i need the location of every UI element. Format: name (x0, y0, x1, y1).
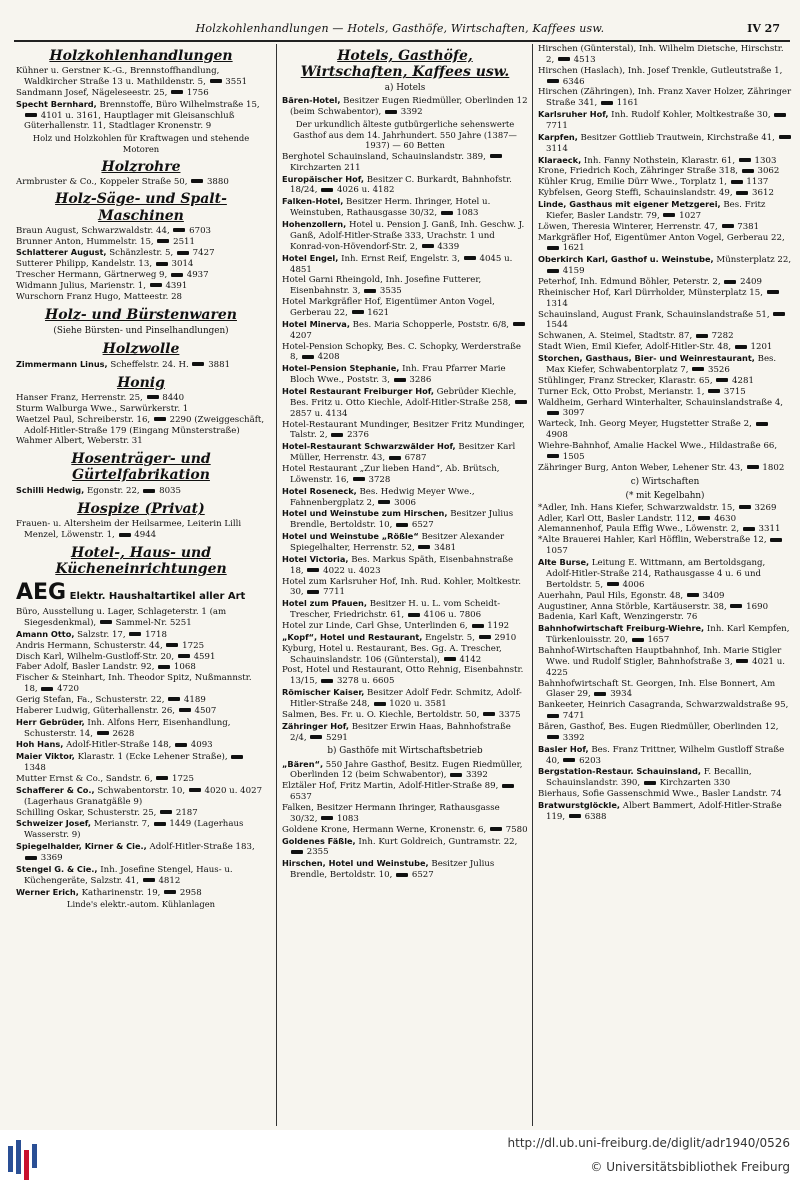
phone-icon (150, 283, 162, 287)
directory-entry: Auerhahn, Paul Hils, Egonstr. 48, 3409 (538, 590, 725, 601)
directory-entry: Sturm Walburga Wwe., Sarwürkerstr. 1 (16, 403, 189, 414)
directory-entry: „Kopf“, Hotel und Restaurant, Engelstr. 5, 2910 (282, 631, 517, 643)
entry-name: Hotel Victoria, (282, 553, 349, 564)
directory-entry: Hotel Markgräfler Hof, Eigentümer Anton Vogel, Gerberau 22, 1621 (282, 297, 495, 318)
entry-name: Hohenzollern, (282, 219, 347, 230)
phone-icon (663, 213, 675, 217)
phone-icon (696, 334, 708, 338)
phone-icon (547, 246, 559, 250)
directory-entry: Peterhof, Inh. Edmund Böhler, Peterstr. 2, 2409 (538, 277, 762, 288)
directory-entry: Goldenes Fäßle, Inh. Kurt Goldreich, Guntramstr. 22, 2355 (282, 835, 518, 858)
entry-name: Bären-Hotel, (282, 95, 341, 106)
phone-icon (378, 500, 390, 504)
directory-entry: Kühler Krug, Emilie Dürr Wwe., Torplatz 1, 1137 (538, 177, 769, 188)
phone-icon (385, 110, 397, 114)
directory-entry: *Alte Brauerei Hahler, Karl Höfflin, Weberstraße 12, 1057 (538, 535, 792, 557)
running-title: Holzkohlenhandlungen — Hotels, Gasthöfe, Wirtschaften, Kaffees usw. (195, 22, 605, 35)
entry-name: Amann Otto, (16, 628, 75, 639)
phone-icon (687, 593, 699, 597)
copyright-notice: © Universitätsbibliothek Freiburg (590, 1160, 790, 1174)
phone-icon (175, 743, 187, 747)
subsection-heading: b) Gasthöfe mit Wirtschaftsbetrieb (327, 746, 483, 757)
directory-entry: Europäischer Hof, Besitzer C. Burkardt, Bahnhofstr. 18/24, 4026 u. 4182 (282, 173, 512, 196)
phone-icon (483, 712, 495, 716)
phone-icon (563, 758, 575, 762)
phone-icon (756, 422, 768, 426)
directory-entry: Hotel Minerva, Bes. Maria Schopperle, Poststr. 6/8, 4207 (282, 319, 528, 342)
entry-name: Europäischer Hof, (282, 173, 364, 184)
directory-entry: Linde, Gasthaus mit eigener Metzgerei, Bes. Fritz Kiefer, Basler Landstr. 79, 1027 (538, 199, 766, 221)
directory-entry: Goldene Krone, Hermann Werne, Kronenstr. 6, 7580 (282, 824, 528, 835)
entry-name: Alte Burse, (538, 557, 590, 568)
directory-entry: Sutterer Philipp, Kandelstr. 13, 3014 (16, 259, 194, 270)
phone-icon (644, 781, 656, 785)
directory-entry: Oberkirch Karl, Gasthof u. Weinstube, Münsterplatz 22, 4159 (538, 254, 792, 277)
directory-entry: Hanser Franz, Herrenstr. 25, 8440 (16, 392, 185, 403)
phone-icon (396, 523, 408, 527)
directory-entry: Klaraeck, Inh. Fanny Nothstein, Klarastr. 61, 1303 (538, 154, 777, 166)
directory-entry: Hotel-Restaurant Schwarzwälder Hof, Besitzer Karl Müller, Herrenstr. 43, 6787 (282, 441, 516, 464)
library-logo-icon (6, 1140, 42, 1180)
directory-entry: Hotel-Pension Schopky, Bes. C. Schopky, Werderstraße 8, 4208 (282, 341, 522, 363)
directory-entry: Hotel Victoria, Bes. Markus Späth, Eisenbahnstraße 18, 4022 u. 4023 (282, 553, 514, 576)
directory-entry: Braun August, Schwarzwaldstr. 44, 6703 (16, 225, 212, 236)
entry-name: Werner Erich, (16, 886, 79, 897)
directory-entry: Römischer Kaiser, Besitzer Adolf Fedr. Schmitz, Adolf-Hitler-Straße 248, 1020 u. 3581 (282, 687, 522, 710)
directory-entry: Zähringer Burg, Anton Weber, Lehener Str. 43, 1802 (538, 462, 785, 473)
entry-name: Herr Gebrüder, (16, 716, 85, 727)
directory-entry: Sandmann Josef, Nägeleseestr. 25, 1756 (16, 87, 209, 98)
directory-entry: Hirschen (Günterstal), Inh. Wilhelm Dietsche, Hirschstr. 2, 4513 (538, 44, 784, 65)
directory-entry: Hotel Restaurant Freiburger Hof, Gebrüder Kiechle, Bes. Fritz u. Otto Kiechle, Adolf-Hitler-Straße 258, 2857 u. 4134 (282, 386, 528, 420)
phone-icon (747, 465, 759, 469)
phone-icon (173, 228, 185, 232)
directory-entry: Andris Hermann, Schusterstr. 44, 1725 (16, 640, 205, 651)
entry-name: Linde, Gasthaus mit eigener Metzgerei, (538, 199, 721, 210)
phone-icon (119, 533, 131, 537)
phone-icon (129, 632, 141, 636)
entry-name: Falken-Hotel, (282, 196, 344, 207)
directory-entry: Hotel Garni Rheingold, Inh. Josefine Futterer, Eisenbahnstr. 3, 3535 (282, 275, 482, 297)
phone-icon (156, 262, 168, 266)
advert-note: Der urkundlich älteste gutbürgerliche sehenswerte Gasthof aus dem 14. Jahrhundert. 550 Jahre (1387—1937) — 60 Betten (293, 119, 517, 151)
directory-entry: Warteck, Inh. Georg Meyer, Hugstetter Straße 2, 4908 (538, 419, 792, 441)
header-rule (14, 40, 790, 42)
directory-entry: Hotel Roseneck, Bes. Hedwig Meyer Wwe., Fahnenbergplatz 2, 3006 (282, 485, 475, 508)
phone-icon (547, 411, 559, 415)
entry-name: „Bären“, (282, 758, 324, 769)
phone-icon (210, 79, 222, 83)
phone-icon (158, 665, 170, 669)
phone-icon (422, 244, 434, 248)
directory-entry: Hotel und Weinstube zum Hirschen, Besitzer Julius Brendle, Bertoldstr. 10, 6527 (282, 508, 514, 531)
directory-entry: Frauen- u. Altersheim der Heilsarmee, Leiterin Lilli Menzel, Löwenstr. 1, 4944 (16, 519, 242, 541)
entry-name: Schafferer & Co., (16, 784, 95, 795)
directory-entry: Hotel Engel, Inh. Ernst Reif, Engelstr. 3, 4045 u. 4851 (282, 252, 513, 275)
phone-icon (191, 179, 203, 183)
directory-entry: Bergstation-Restaur. Schauinsland, F. Becallin, Schauinslandstr. 390, Kirchzarten 330 (538, 766, 752, 789)
directory-entry: Schauinsland, August Frank, Schauinslandstraße 51, 1544 (538, 310, 792, 332)
phone-icon (735, 345, 747, 349)
directory-entry: Widmann Julius, Marienstr. 1, 4391 (16, 280, 188, 291)
directory-entry: Schilli Hedwig, Egonstr. 22, 8035 (16, 485, 181, 497)
phone-icon (302, 355, 314, 359)
directory-entry: Haberer Ludwig, Güterhallenstr. 26, 4507 (16, 705, 217, 716)
phone-icon (731, 180, 743, 184)
entry-name: Hotel und Weinstube zum Hirschen, (282, 508, 448, 519)
category-heading: Holz- und Bürstenwaren (45, 306, 237, 323)
phone-icon (515, 400, 527, 404)
directory-entry: Wurschorn Franz Hugo, Matteestr. 28 (16, 291, 183, 302)
phone-icon (177, 251, 189, 255)
directory-entry: Mutter Ernst & Co., Sandstr. 6, 1725 (16, 773, 194, 784)
directory-entry: Zimmermann Linus, Scheffelstr. 24. H. 3881 (16, 358, 231, 370)
directory-entry: Hotel-Restaurant Mundinger, Besitzer Fritz Mundinger, Talstr. 2, 2376 (282, 419, 525, 441)
phone-icon (418, 545, 430, 549)
directory-entry: Hoh Hans, Adolf-Hitler-Straße 148, 4093 (16, 739, 213, 751)
phone-icon (160, 810, 172, 814)
phone-icon (716, 378, 728, 382)
directory-entry: Adler, Karl Ott, Basler Landstr. 112, 4630 (538, 513, 737, 524)
phone-icon (157, 239, 169, 243)
directory-entry: Armbruster & Co., Koppeler Straße 50, 3880 (16, 176, 229, 187)
phone-icon (594, 692, 606, 696)
directory-entry: Alte Burse, Leitung E. Wittmann, am Bertoldsgang, Adolf-Hitler-Straße 214, Rathausgasse 4 u. 6 und Bertoldstr. 5, 4006 (538, 557, 766, 590)
directory-entry: Specht Bernhard, Brennstoffe, Büro Wilhelmstraße 15, 4101 u. 3161, Hauptlager mit Gleisanschluß Güterhallenstr. 11, Stadtlager Kronenstr. 9 (16, 98, 260, 132)
phone-icon (547, 79, 559, 83)
entry-name: Karlsruher Hof, (538, 109, 609, 120)
phone-icon (502, 784, 514, 788)
directory-entry: Kybfelsen, Georg Steffi, Schauinslandstr. 49, 3612 (538, 188, 774, 199)
entry-name: Hoh Hans, (16, 739, 64, 750)
phone-icon (166, 643, 178, 647)
phone-icon (353, 477, 365, 481)
directory-entry: „Bären“, 550 Jahre Gasthof, Besitz. Eugen Riedmüller, Oberlinden 12 (beim Schwabentor), 3392 (282, 758, 523, 781)
phone-icon (331, 433, 343, 437)
phone-icon (364, 289, 376, 293)
aeg-advert (16, 579, 266, 607)
phone-icon (291, 850, 303, 854)
phone-icon (736, 659, 748, 663)
entry-name: Römischer Kaiser, (282, 687, 365, 698)
entry-name: Hotel-Pension Stephanie, (282, 363, 400, 374)
phone-icon (179, 708, 191, 712)
directory-entry: Alemannenhof, Paula Effig Wwe., Löwenstr. 2, 3311 (538, 524, 781, 535)
phone-icon (321, 816, 333, 820)
directory-entry: Karpfen, Besitzer Gottlieb Trautwein, Kirchstraße 41, 3114 (538, 132, 792, 155)
phone-icon (100, 620, 112, 624)
source-url-link[interactable]: http://dl.ub.uni-freiburg.de/diglit/adr1940/0526 (507, 1136, 790, 1150)
phone-icon (601, 101, 613, 105)
category-heading: Holzrohre (101, 158, 181, 175)
entry-name: Oberkirch Karl, Gasthof u. Weinstube, (538, 254, 714, 265)
directory-entry: Hotel Restaurant „Zur lieben Hand“, Ab. Brütsch, Löwenstr. 16, 3728 (282, 463, 500, 485)
subsection-heading: (Siehe Bürsten- und Pinselhandlungen) (53, 325, 229, 336)
category-heading: Hospize (Privat) (77, 501, 205, 518)
aeg-tagline: Elektr. Haushaltartikel aller Art (66, 591, 246, 603)
entry-name: Schilli Hedwig, (16, 485, 85, 496)
phone-icon (692, 367, 704, 371)
phone-icon (154, 417, 166, 421)
subsection-heading: a) Hotels (384, 83, 426, 94)
category-heading: Hotel-, Haus- und Kücheneinrichtungen (55, 545, 227, 578)
phone-icon (178, 654, 190, 658)
entry-name: Hirschen, Hotel und Weinstube, (282, 858, 429, 869)
directory-entry: Turner Eck, Otto Probst, Merianstr. 1, 3715 (538, 386, 746, 397)
phone-icon (490, 827, 502, 831)
phone-icon (722, 224, 734, 228)
phone-icon (698, 516, 710, 520)
directory-entry: Gerig Stefan, Fa., Schusterstr. 22, 4189 (16, 694, 206, 705)
phone-icon (558, 57, 570, 61)
directory-entry: Hotel-Pension Stephanie, Inh. Frau Pfarrer Marie Bloch Wwe., Poststr. 3, 3286 (282, 363, 506, 386)
category-heading: Honig (117, 374, 165, 391)
phone-icon (171, 273, 183, 277)
phone-icon (25, 113, 37, 117)
phone-icon (450, 773, 462, 777)
phone-icon (607, 582, 619, 586)
entry-name: Spiegelhalder, Kirner & Cie., (16, 841, 147, 852)
directory-entry: Hirschen (Haslach), Inh. Josef Trenkle, Gutleutstraße 1, 6346 (538, 65, 783, 87)
column-2 (276, 44, 528, 1126)
entry-name: Storchen, Gasthaus, Bier- und Weinrestaurant, (538, 353, 755, 364)
phone-icon (774, 113, 786, 117)
category-heading: Hosenträger- und Gürtelfabrikation (71, 451, 211, 484)
phone-icon (490, 154, 502, 158)
phone-icon (724, 280, 736, 284)
directory-entry: Hotel zur Linde, Carl Ghse, Unterlinden 6, 1192 (282, 621, 510, 631)
phone-icon (168, 697, 180, 701)
phone-icon (192, 362, 204, 366)
entry-name: Specht Bernhard, (16, 98, 97, 109)
phone-icon (143, 878, 155, 882)
phone-icon (97, 731, 109, 735)
phone-icon (708, 389, 720, 393)
directory-entry: Trescher Hermann, Gärtnerweg 9, 4937 (16, 270, 209, 281)
entry-name: Schlatterer August, (16, 247, 107, 258)
directory-entry: Hirschen (Zähringen), Inh. Franz Xaver Holzer, Zähringer Straße 341, 1161 (538, 87, 792, 109)
subsection-heading: (* mit Kegelbahn) (625, 490, 705, 501)
directory-entry: Schweizer Josef, Merianstr. 7, 1449 (Lagerhaus Wasserstr. 9) (16, 818, 244, 841)
directory-entry: Disch Karl, Wilhelm-Gustloff-Str. 20, 4591 (16, 651, 216, 662)
phone-icon (632, 638, 644, 642)
aeg-logo: AEG (16, 580, 67, 606)
directory-entry: Bären-Hotel, Besitzer Eugen Riedmüller, Oberlinden 12 (beim Schwabentor), 3392 (282, 95, 528, 118)
phone-icon (773, 312, 785, 316)
directory-entry: Rheinischer Hof, Karl Dürrholder, Münsterplatz 15, 1314 (538, 288, 792, 310)
directory-entry: Basler Hof, Bes. Franz Trittner, Wilhelm Gustloff Straße 40, 6203 (538, 743, 785, 766)
entry-name: Bratwurstglöckle, (538, 799, 620, 810)
phone-icon (154, 822, 166, 826)
directory-entry: Bratwurstglöckle, Albert Bammert, Adolf-Hitler-Straße 119, 6388 (538, 799, 782, 822)
phone-icon (547, 454, 559, 458)
directory-entry: Schafferer & Co., Schwabentorstr. 10, 4020 u. 4027 (Lagerhaus Granatgäßle 9) (16, 784, 263, 807)
phone-icon (742, 169, 754, 173)
directory-entry: Maier Viktor, Klarastr. 1 (Ecke Lehener Straße), 1348 (16, 751, 266, 774)
category-heading: Holzwolle (102, 340, 180, 357)
phone-icon (147, 395, 159, 399)
entry-name: Bahnhofwirtschaft Freiburg-Wiehre, (538, 623, 705, 634)
directory-entry: Salmen, Bes. Fr. u. O. Kiechle, Bertoldstr. 50, 3375 (282, 709, 521, 720)
phone-icon (444, 657, 456, 661)
phone-icon (394, 378, 406, 382)
directory-entry: Kühner u. Gerstner K.-G., Brennstoffhandlung, Waldkircher Straße 13 u. Mathildenstr. 5, 3551 (16, 66, 248, 87)
directory-entry: Kyburg, Hotel u. Restaurant, Bes. Gg. A. Trescher, Schauinslandstr. 106 (Günterstal), 4142 (282, 643, 502, 665)
phone-icon (310, 735, 322, 739)
directory-entry: *Adler, Inh. Hans Kiefer, Schwarzwaldstr. 15, 3269 (538, 502, 777, 513)
entry-name: Hotel Engel, (282, 252, 339, 263)
phone-icon (156, 776, 168, 780)
directory-entry: Krone, Friedrich Koch, Zähringer Straße 318, 3062 (538, 166, 780, 177)
phone-icon (547, 714, 559, 718)
category-heading: Holzkohlenhandlungen (49, 48, 233, 64)
directory-entry: Stengel G. & Cie., Inh. Josefine Stengel, Haus- u. Küchengeräte, Salzstr. 41, 4812 (16, 863, 233, 886)
directory-entry: Hirschen, Hotel und Weinstube, Besitzer Julius Brendle, Bertoldstr. 10, 6527 (282, 858, 495, 881)
entry-name: Hotel und Weinstube „Rößle“ (282, 531, 419, 542)
directory-entry: Stadt Wien, Emil Kiefer, Adolf-Hitler-Str. 48, 1201 (538, 342, 773, 353)
category-heading: Hotels, Gasthöfe, Wirtschaften, Kaffees usw. (300, 48, 510, 81)
entry-name: Karpfen, (538, 131, 578, 142)
phone-icon (374, 702, 386, 706)
advert-note: Linde's elektr.-autom. Kühlanlagen (66, 899, 216, 910)
directory-entry: Bahnhofwirtschaft Freiburg-Wiehre, Inh. Karl Kempfen, Türkenlouisstr. 20, 1657 (538, 623, 790, 646)
directory-entry: Fischer & Steinhart, Inh. Theodor Spitz, Nußmannstr. 18, 4720 (16, 673, 252, 695)
entry-name: Maier Viktor, (16, 751, 75, 762)
phone-icon (321, 679, 333, 683)
directory-entry: Werner Erich, Katharinenstr. 19, 2958 (16, 886, 202, 898)
phone-icon (770, 538, 782, 542)
directory-entry: Berghotel Schauinsland, Schauinslandstr. 389, Kirchzarten 211 (282, 152, 528, 174)
phone-icon (472, 624, 484, 628)
category-heading: Holz-Säge- und Spalt-Maschinen (55, 191, 227, 224)
directory-entry: Waetzel Paul, Schreiberstr. 16, 2290 (Zweiggeschäft, Adolf-Hitler-Straße 179 (Eingang Münsterstraße) (16, 414, 265, 436)
directory-entry: Augustiner, Anna Störble, Kartäuserstr. 38, 1690 (538, 601, 769, 612)
phone-icon (408, 613, 420, 617)
entry-name: Hotel zum Pfauen, (282, 598, 367, 609)
directory-entry: Wahmer Albert, Weberstr. 31 (16, 436, 143, 447)
column-1 (16, 44, 266, 1126)
directory-entry: Wiehre-Bahnhof, Amalie Hackel Wwe., Hildastraße 66, 1505 (538, 440, 778, 462)
directory-entry: Karlsruher Hof, Inh. Rudolf Kohler, Moltkestraße 30, 7711 (538, 109, 792, 132)
phone-icon (25, 856, 37, 860)
directory-entry: Brunner Anton, Hummelstr. 15, 2511 (16, 236, 195, 247)
directory-entry: Schlatterer August, Schänzlestr. 5, 7427 (16, 247, 215, 259)
entry-name: Hotel Roseneck, (282, 485, 357, 496)
directory-entry: Bären, Gasthof, Bes. Eugen Riedmüller, Oberlinden 12, 3392 (538, 721, 779, 743)
directory-entry: Schilling Oskar, Schusterstr. 25, 2187 (16, 807, 198, 818)
phone-icon (736, 191, 748, 195)
entry-name: Klaraeck, (538, 154, 582, 165)
advert-note: Holz und Holzkohlen für Kraftwagen und stehende Motoren (32, 133, 250, 154)
phone-icon (307, 568, 319, 572)
phone-icon (739, 158, 751, 162)
phone-icon (464, 256, 476, 260)
directory-entry: Faber Adolf, Basler Landstr. 92, 1068 (16, 662, 196, 673)
directory-entry: Hotel zum Pfauen, Besitzer H. u. L. vom Scheidt-Trescher, Friedrichstr. 61, 4106 u. 7806 (282, 598, 501, 621)
phone-icon (189, 788, 201, 792)
phone-icon (231, 755, 243, 759)
directory-entry: Badenia, Karl Kaft, Wenzingerstr. 76 (538, 612, 698, 623)
directory-entry: Herr Gebrüder, Inh. Alfons Herr, Eisenhandlung, Schusterstr. 14, 2628 (16, 716, 231, 739)
entry-name: Zimmermann Linus, (16, 358, 108, 369)
directory-entry: Bahnhofwirtschaft St. Georgen, Inh. Else Bonnert, Am Glaser 29, 3934 (538, 678, 776, 700)
entry-name: Bergstation-Restaur. Schauinsland, (538, 766, 701, 777)
directory-entry: Bahnhof-Wirtschaften Hauptbahnhof, Inh. Marie Stigler Wwe. und Rudolf Stigler, Bahnhofstraße 3, 4021 u. 4225 (538, 645, 786, 678)
subsection-heading: c) Wirtschaften (630, 476, 700, 487)
directory-entry: Hohenzollern, Hotel u. Pension J. Ganß, Inh. Geschw. J. Ganß, Adolf-Hitler-Straße 333, Urachstr. 1 und Konrad-von-Hövendorf-Str. 2, 4339 (282, 219, 525, 252)
phone-icon (171, 90, 183, 94)
directory-entry: Spiegelhalder, Kirner & Cie., Adolf-Hitler-Straße 183, 3369 (16, 841, 255, 863)
phone-icon (441, 211, 453, 215)
phone-icon (352, 310, 364, 314)
phone-icon (569, 814, 581, 818)
entry-name: „Kopf“, Hotel und Restaurant, (282, 631, 423, 642)
directory-entry: Bankeeter, Heinrich Casagranda, Schwarzwaldstraße 95, 7471 (538, 700, 789, 722)
phone-icon (767, 290, 779, 294)
phone-icon (547, 269, 559, 273)
directory-entry: Schwanen, A. Steimel, Stadtstr. 87, 7282 (538, 331, 734, 342)
directory-entry: Falken, Besitzer Hermann Ihringer, Rathausgasse 30/32, 1083 (282, 803, 500, 824)
directory-entry: Hotel zum Karlsruher Hof, Inh. Rud. Kohler, Moltkestr. 30, 7711 (282, 576, 522, 598)
directory-entry: Falken-Hotel, Besitzer Herm. Ihringer, Hotel u. Weinstuben, Rathausgasse 30/32, 1083 (282, 196, 491, 219)
column-3 (532, 44, 792, 1126)
entry-name: Zähringer Hof, (282, 720, 349, 731)
directory-entry: Elztäler Hof, Fritz Martin, Adolf-Hitler-Straße 89, 6537 (282, 781, 528, 803)
entry-name: Goldenes Fäßle, (282, 835, 356, 846)
phone-icon (321, 188, 333, 192)
directory-entry: Bierhaus, Sofie Gassenschmid Wwe., Basler Landstr. 74 (538, 789, 782, 800)
directory-entry: Zähringer Hof, Besitzer Erwin Haas, Bahnhofstraße 2/4, 5291 (282, 720, 511, 743)
phone-icon (41, 687, 53, 691)
directory-entry: Stühlinger, Franz Strecker, Klarastr. 65, 4281 (538, 375, 754, 386)
directory-entry: Büro, Ausstellung u. Lager, Schlageterstr. 1 (am Siegesdenkmal), Sammel-Nr. 5251 (16, 607, 227, 628)
directory-entry: Storchen, Gasthaus, Bier- und Weinrestaurant, Bes. Max Kiefer, Schwabentorplatz 7, 3526 (538, 353, 777, 375)
page-number: IV 27 (747, 22, 780, 35)
entry-name: Hotel-Restaurant Schwarzwälder Hof, (282, 441, 456, 452)
entry-name: Hotel Minerva, (282, 318, 350, 329)
phone-icon (779, 135, 791, 139)
phone-icon (739, 505, 751, 509)
phone-icon (396, 873, 408, 877)
phone-icon (479, 635, 491, 639)
directory-entry: Markgräfler Hof, Eigentümer Anton Vogel, Gerberau 22, 1621 (538, 232, 785, 254)
entry-name: Stengel G. & Cie., (16, 863, 98, 874)
directory-entry: Post, Hotel und Restaurant, Otto Rehnig, Eisenbahnstr. 13/15, 3278 u. 6605 (282, 665, 524, 687)
entry-name: Basler Hof, (538, 743, 589, 754)
phone-icon (389, 456, 401, 460)
entry-name: Hotel Restaurant Freiburger Hof, (282, 385, 434, 396)
phone-icon (547, 735, 559, 739)
phone-icon (164, 890, 176, 894)
directory-entry: Löwen, Theresia Winterer, Herrenstr. 47, 7381 (538, 221, 760, 232)
directory-entry: Amann Otto, Salzstr. 17, 1718 (16, 628, 167, 640)
phone-icon (743, 527, 755, 531)
entry-name: Schweizer Josef, (16, 818, 92, 829)
phone-icon (513, 322, 525, 326)
phone-icon (730, 604, 742, 608)
phone-icon (307, 590, 319, 594)
phone-icon (143, 489, 155, 493)
directory-entry: Waldheim, Gerhard Winterhalter, Schauinslandstraße 4, 3097 (538, 397, 784, 419)
directory-entry: Hotel und Weinstube „Rößle“ Besitzer Alexander Spiegelhalter, Herrenstr. 52, 3481 (282, 531, 505, 553)
